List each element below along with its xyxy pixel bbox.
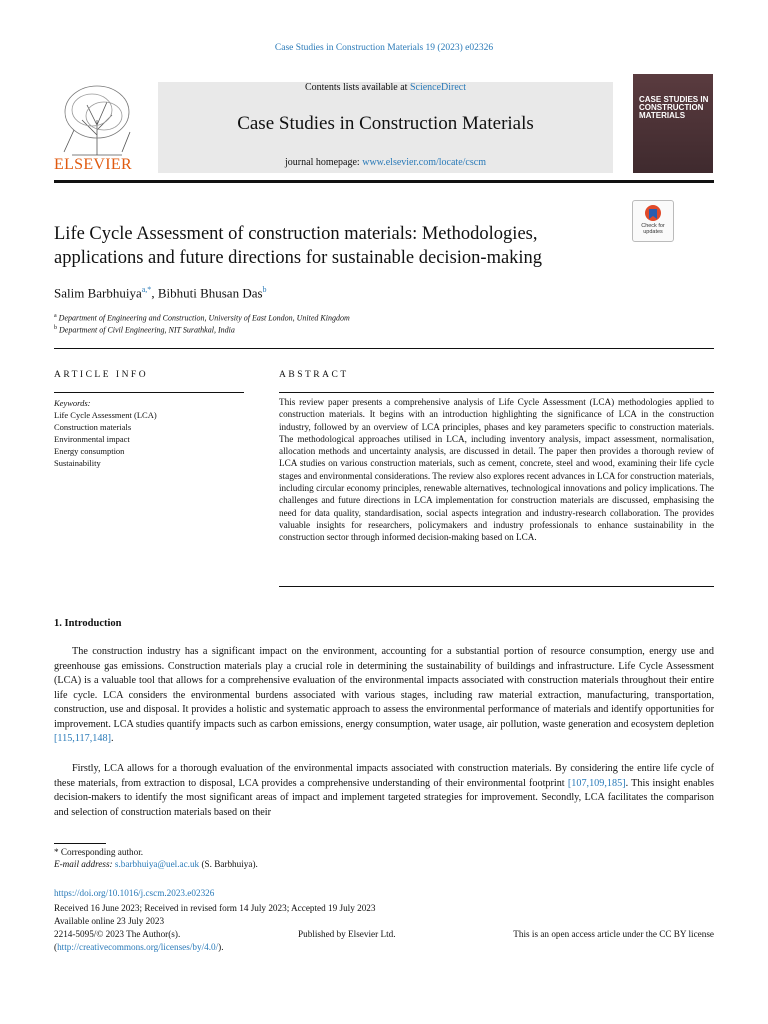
title-divider [54, 348, 714, 349]
affiliation-a-mark: a [54, 313, 57, 319]
license-part: This is an open access article under the CC BY license [513, 929, 714, 939]
email-label: E-mail address: [54, 859, 115, 869]
abstract-text: This review paper presents a comprehensive analysis of Life Cycle Assessment (LCA) methodologies applied to construction materials. It begins with an introduction highlighting the significance of LCA in the construction industry, followed by an overview of LCA principles, phases and key parameters specific to construction materials. The methodological approaches utilised in LCA, including inventory analysis, impact assessment, normalisation, allocation methods and uncertainty analysis, are discussed in detail. The paper then provides a thorough review of LCA studies on various construction materials, such as cement, concrete, steel and wood, examining their life cycle stages and environmental considerations. The review also explores recent advances in LCA for construction materials, including circular economy principles, renewable alternatives, technological innovations and policy implications. The challenges and future directions in LCA implementation for construction materials are discussed, emphasising the need for data quality, standardisation, social aspects integration and industry-research collaboration. The provides valuable insights for researchers, policymakers and industry professionals to enhance sustainability in the construction sector through informed decision-making based on LCA. [279, 397, 714, 543]
paragraph-text: Firstly, LCA allows for a thorough evaluation of the environmental impacts associated with construction materials. By considering the entire life cycle of these materials, from extraction to disposal, LCA provides a comprehensive understanding of their environmental footprint [54, 763, 714, 789]
check-updates-label: Check for updates [641, 223, 665, 235]
abstract-heading: ABSTRACT [279, 370, 349, 380]
article-info-divider [54, 392, 244, 393]
author-2[interactable]: Bibhuti Bhusan Das [157, 285, 263, 301]
doi-link[interactable]: https://doi.org/10.1016/j.cscm.2023.e02326 [54, 888, 215, 898]
affiliation-b [54, 325, 235, 335]
received-dates: Received 16 June 2023; Received in revised form 14 July 2023; Accepted 19 July 2023 [54, 903, 376, 913]
contents-line [158, 82, 613, 93]
cover-title: CASE STUDIES IN CONSTRUCTION MATERIALS [639, 95, 709, 120]
check-for-updates-button[interactable] [632, 200, 674, 242]
abstract-bottom-divider [279, 586, 714, 587]
header-divider [54, 180, 714, 183]
keyword: Sustainability [54, 458, 101, 468]
article-title: Life Cycle Assessment of construction materials: Methodologies, applications and future directions for sustainable decision-making [54, 224, 543, 268]
corresponding-author-note: * Corresponding author. [54, 847, 144, 857]
available-online-date: Available online 23 July 2023 [54, 916, 165, 926]
keywords-block [54, 397, 157, 469]
elsevier-logo-text[interactable]: ELSEVIER [54, 156, 132, 173]
contents-prefix: Contents lists available at [304, 82, 410, 93]
license-part: Published by Elsevier Ltd. [298, 929, 396, 939]
journal-name: Case Studies in Construction Materials [237, 113, 534, 134]
license-part: 2214-5095/© 2023 The Author(s). [54, 929, 181, 939]
sciencedirect-link[interactable]: ScienceDirect [409, 82, 467, 93]
email-suffix: (S. Barbhuiya). [199, 859, 258, 869]
affiliation-b-text: Department of Civil Engineering, NIT Surathkal, India [59, 325, 235, 335]
license-paren-close: ). [218, 942, 224, 952]
affiliation-a [54, 313, 350, 323]
affiliation-b-mark: b [54, 325, 57, 331]
paragraph-text: . [110, 733, 114, 744]
email-footnote [54, 859, 258, 869]
citation-link[interactable]: [115,117,148] [54, 733, 111, 744]
author-1-marks[interactable]: a,* [141, 285, 152, 294]
affiliation-a-text: Department of Engineering and Construction, University of East London, United Kingdom [58, 313, 350, 323]
keyword: Environmental impact [54, 434, 130, 444]
intro-paragraph-2 [54, 762, 714, 820]
author-separator: , [151, 285, 158, 301]
homepage-prefix: journal homepage: [285, 157, 363, 168]
license-link[interactable]: http://creativecommons.org/licenses/by/4.0/ [57, 942, 219, 952]
abstract-divider [279, 392, 714, 393]
paragraph-text: The construction industry has a significant impact on the environment, accounting for a substantial portion of resource consumption, energy use and greenhouse gas emissions. Construction materials play a crucial role in determining the sustainability of buildings and infrastructure. Life Cycle Assessment (LCA) is a valuable tool that allows for a comprehensive evaluation of the environmental impacts associated with construction materials throughout their entire life cycle. LCA considers the environmental burdens associated with various stages, including raw material extraction, manufacturing, transportation, construction, use and disposal. It provides a holistic and systematic approach to assess the environmental performance of materials and identify opportunities for improvement. LCA studies quantify impacts such as carbon emissions, energy consumption, water usage, air pollution, waste generation and ecosystem depletion [54, 646, 714, 730]
intro-paragraph-1 [54, 645, 714, 747]
author-1[interactable]: Salim Barbhuiya [54, 285, 142, 301]
keyword: Life Cycle Assessment (LCA) [54, 410, 157, 420]
section-heading-introduction: 1. Introduction [54, 618, 122, 629]
keyword: Construction materials [54, 422, 132, 432]
license-paren-open: ( [54, 942, 58, 952]
article-info-heading: ARTICLE INFO [54, 370, 149, 380]
email-link[interactable]: s.barbhuiya@uel.ac.uk [114, 859, 200, 869]
keyword: Energy consumption [54, 446, 125, 456]
homepage-line [158, 157, 613, 168]
citation-link[interactable]: [107,109,185] [567, 777, 626, 789]
paragraph-text: . This insight enables decision-makers to identify the most significant areas of impact and implement targeted strategies for improvement. Secondly, LCA facilitates the comparison and selection of construction materials based on their [54, 777, 714, 818]
footnote-divider [54, 843, 106, 844]
journal-reference[interactable]: Case Studies in Construction Materials 19 (2023) e02326 [274, 43, 494, 53]
author-list [54, 285, 267, 301]
keywords-label: Keywords: [54, 398, 91, 408]
license-line [54, 929, 714, 939]
author-2-marks[interactable]: b [262, 285, 267, 294]
homepage-link[interactable]: www.elsevier.com/locate/cscm [362, 157, 486, 168]
journal-cover-thumbnail[interactable] [633, 74, 713, 173]
license-link-line [54, 942, 224, 952]
bookmark-icon [642, 204, 664, 224]
